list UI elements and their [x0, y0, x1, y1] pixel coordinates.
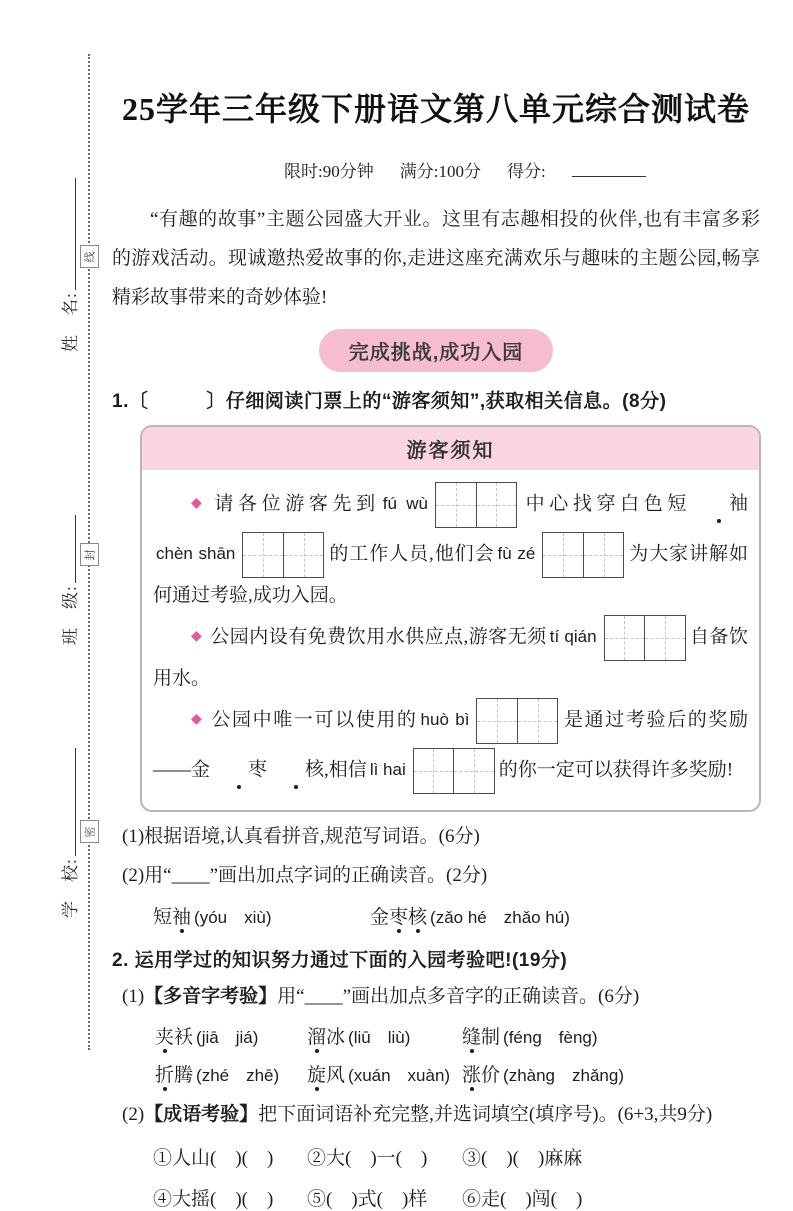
- pinyin-writing-grid[interactable]: [413, 748, 495, 794]
- grid-cell: [453, 749, 494, 793]
- emphasized-char: 缝: [462, 1022, 481, 1049]
- polyphone-row-2: [155, 1060, 760, 1087]
- school-field-group: [56, 748, 81, 918]
- pinyin-writing-grid[interactable]: [435, 482, 517, 528]
- question-1-sub-1: (1)根据语境,认真看拼音,规范写词语。(6分): [122, 826, 480, 847]
- pronunciation-choice-row: [153, 902, 760, 929]
- school-blank-line[interactable]: [61, 748, 76, 856]
- pinyin-hint: tí qián: [549, 627, 597, 647]
- idiom-row-2: [153, 1184, 760, 1211]
- notice-text: 是通过考验后的奖励——金: [153, 709, 748, 781]
- score-blank-line[interactable]: [572, 162, 646, 177]
- question-1-text: 仔细阅读门票上的“游客须知”,获取相关信息。(8分): [225, 391, 667, 412]
- polyphone-item[interactable]: 溜冰 (liū liù): [307, 1022, 462, 1049]
- seal-char-xian: 线: [80, 245, 99, 268]
- grid-cell: [583, 533, 624, 577]
- page-title: 25学年三年级下册语文第八单元综合测试卷: [121, 91, 750, 127]
- pinyin-hint: chèn shān: [156, 544, 236, 564]
- name-field-group: [56, 178, 81, 352]
- pinyin-writing-grid[interactable]: [604, 615, 686, 661]
- time-limit: 限时:90分钟: [284, 162, 374, 181]
- idiom-fill-item[interactable]: ④大摇( )( ): [153, 1189, 274, 1210]
- visitor-notice-box: [140, 425, 761, 812]
- notice-text: 为大家讲解如何通过考验,成功入园。: [153, 543, 748, 606]
- class-field-group: [56, 515, 81, 645]
- sub-2-label: (2): [122, 1104, 145, 1125]
- notice-bullet: [153, 696, 748, 796]
- notice-text: 请各位游客先到: [214, 493, 380, 515]
- polyphone-item[interactable]: 折腾 (zhé zhē): [155, 1060, 307, 1087]
- polyphone-item[interactable]: 旋风 (xuán xuàn): [307, 1060, 462, 1087]
- seal-char-feng: 封: [80, 543, 99, 566]
- exam-meta-line: [284, 157, 760, 182]
- diamond-bullet-icon: ◆: [191, 628, 203, 645]
- name-label: 姓 名:: [61, 292, 80, 352]
- notice-text: 自备饮用水。: [153, 626, 748, 689]
- emphasized-char: 夹: [155, 1022, 174, 1049]
- pinyin-writing-grid[interactable]: [476, 698, 558, 744]
- idiom-fill-item[interactable]: ⑤( )式( )样: [307, 1189, 428, 1210]
- grid-cell: [543, 533, 583, 577]
- main-content: [112, 84, 760, 1211]
- section-badge: 完成挑战,成功入园: [319, 329, 554, 372]
- grid-cell: [605, 616, 645, 660]
- pinyin-options: (xuán xuàn): [348, 1066, 451, 1085]
- notice-text: 中心找穿白色短: [521, 493, 691, 515]
- notice-title: 游客须知: [142, 427, 759, 470]
- polyphone-row-1: [155, 1022, 760, 1049]
- score-bracket-close: 〕: [206, 391, 226, 412]
- notice-body: [142, 470, 759, 810]
- name-blank-line[interactable]: [61, 178, 76, 290]
- pinyin-writing-grid[interactable]: [542, 532, 624, 578]
- grid-cell: [644, 616, 685, 660]
- sub-1-text: 用“____”画出加点多音字的正确读音。(6分): [277, 986, 640, 1007]
- idiom-fill-item[interactable]: ③( )( )麻麻: [462, 1148, 583, 1169]
- emphasized-char: 枣: [210, 754, 267, 785]
- question-2-text: 运用学过的知识努力通过下面的入园考验吧!(19分): [134, 950, 568, 971]
- grid-cell: [243, 533, 283, 577]
- grid-cell: [517, 699, 558, 743]
- pronunciation-item[interactable]: 金枣核 (zǎo hé zhǎo hú): [370, 902, 573, 929]
- grid-cell: [414, 749, 454, 793]
- grid-cell: [476, 483, 517, 527]
- class-label: 班 级:: [61, 585, 80, 645]
- idiom-fill-item[interactable]: ⑥走( )闯( ): [462, 1189, 583, 1210]
- sub-2-text: 把下面词语补充完整,并选词填空(填序号)。(6+3,共9分): [258, 1104, 713, 1125]
- emphasized-char: 旋: [307, 1060, 326, 1087]
- notice-bullet: [153, 480, 748, 611]
- pinyin-options: (zhàng zhǎng): [503, 1066, 624, 1085]
- grid-cell: [283, 533, 324, 577]
- question-2-stem: [112, 945, 760, 972]
- emphasized-char: 折: [155, 1060, 174, 1087]
- pinyin-options: (zhé zhē): [196, 1066, 280, 1085]
- class-blank-line[interactable]: [61, 515, 76, 583]
- grid-cell: [436, 483, 476, 527]
- pronunciation-item[interactable]: 短袖 (yóu xiù): [153, 902, 370, 929]
- full-score: 满分:100分: [399, 162, 481, 181]
- notice-bullet: [153, 613, 748, 694]
- emphasized-char: 溜: [307, 1022, 326, 1049]
- pinyin-options: (zǎo hé zhǎo hú): [430, 908, 570, 927]
- idiom-tag: 【成语考验】: [144, 1104, 259, 1125]
- question-1-stem: [112, 386, 760, 413]
- polyphone-tag: 【多音字考验】: [144, 986, 278, 1007]
- polyphone-item[interactable]: 缝制 (féng fèng): [462, 1022, 601, 1049]
- seal-char-mi: 密: [80, 820, 99, 843]
- score-bracket-open: 〔: [128, 391, 149, 412]
- question-2-sub-2: [122, 1101, 760, 1129]
- emphasized-char: 核: [267, 754, 324, 785]
- pinyin-hint: fù zé: [497, 544, 536, 564]
- idiom-fill-item[interactable]: ①人山( )( ): [153, 1148, 274, 1169]
- emphasized-char: 袖: [691, 488, 748, 519]
- question-2-number: 2.: [112, 950, 129, 971]
- pinyin-options: (liū liù): [348, 1028, 411, 1047]
- notice-text: 的工作人员,他们会: [328, 543, 495, 565]
- emphasized-char: 袖: [172, 902, 191, 929]
- intro-paragraph: “有趣的故事”主题公园盛大开业。这里有志趣相投的伙伴,也有丰富多彩的游戏活动。现诚邀热爱故事的你,走进这座充满欢乐与趣味的主题公园,畅享精彩故事带来的奇妙体验!: [112, 209, 760, 308]
- diamond-bullet-icon: ◆: [191, 711, 204, 728]
- pinyin-writing-grid[interactable]: [242, 532, 324, 578]
- emphasized-char: 核: [408, 902, 427, 929]
- notice-text: ,相信: [324, 759, 367, 781]
- diamond-bullet-icon: ◆: [191, 495, 207, 512]
- grid-cell: [477, 699, 517, 743]
- notice-text: 公园中唯一可以使用的: [211, 709, 418, 731]
- pinyin-options: (jiā jiá): [196, 1028, 259, 1047]
- notice-text: 公园内设有免费饮用水供应点,游客无须: [210, 626, 547, 648]
- pinyin-options: (féng fèng): [503, 1028, 598, 1047]
- question-1-sub-2: (2)用“____”画出加点字词的正确读音。(2分): [122, 865, 488, 886]
- notice-text: 的你一定可以获得许多奖励!: [498, 759, 734, 781]
- pinyin-hint: fú wù: [382, 494, 428, 514]
- question-2-sub-1: [122, 983, 760, 1011]
- polyphone-item[interactable]: 涨价 (zhàng zhǎng): [462, 1060, 627, 1087]
- polyphone-item[interactable]: 夹袄 (jiā jiá): [155, 1022, 307, 1049]
- pinyin-hint: lì hai: [369, 760, 406, 780]
- pinyin-options: (yóu xiù): [194, 908, 272, 927]
- idiom-fill-item[interactable]: ②大( )一( ): [307, 1148, 428, 1169]
- question-1-number: 1.: [112, 391, 129, 412]
- emphasized-char: 枣: [389, 902, 408, 929]
- school-label: 学 校:: [61, 858, 80, 918]
- pinyin-hint: huò bì: [420, 710, 470, 730]
- sub-1-label: (1): [122, 986, 145, 1007]
- score-label: 得分:: [506, 162, 546, 181]
- emphasized-char: 涨: [462, 1060, 481, 1087]
- idiom-row-1: [153, 1143, 760, 1170]
